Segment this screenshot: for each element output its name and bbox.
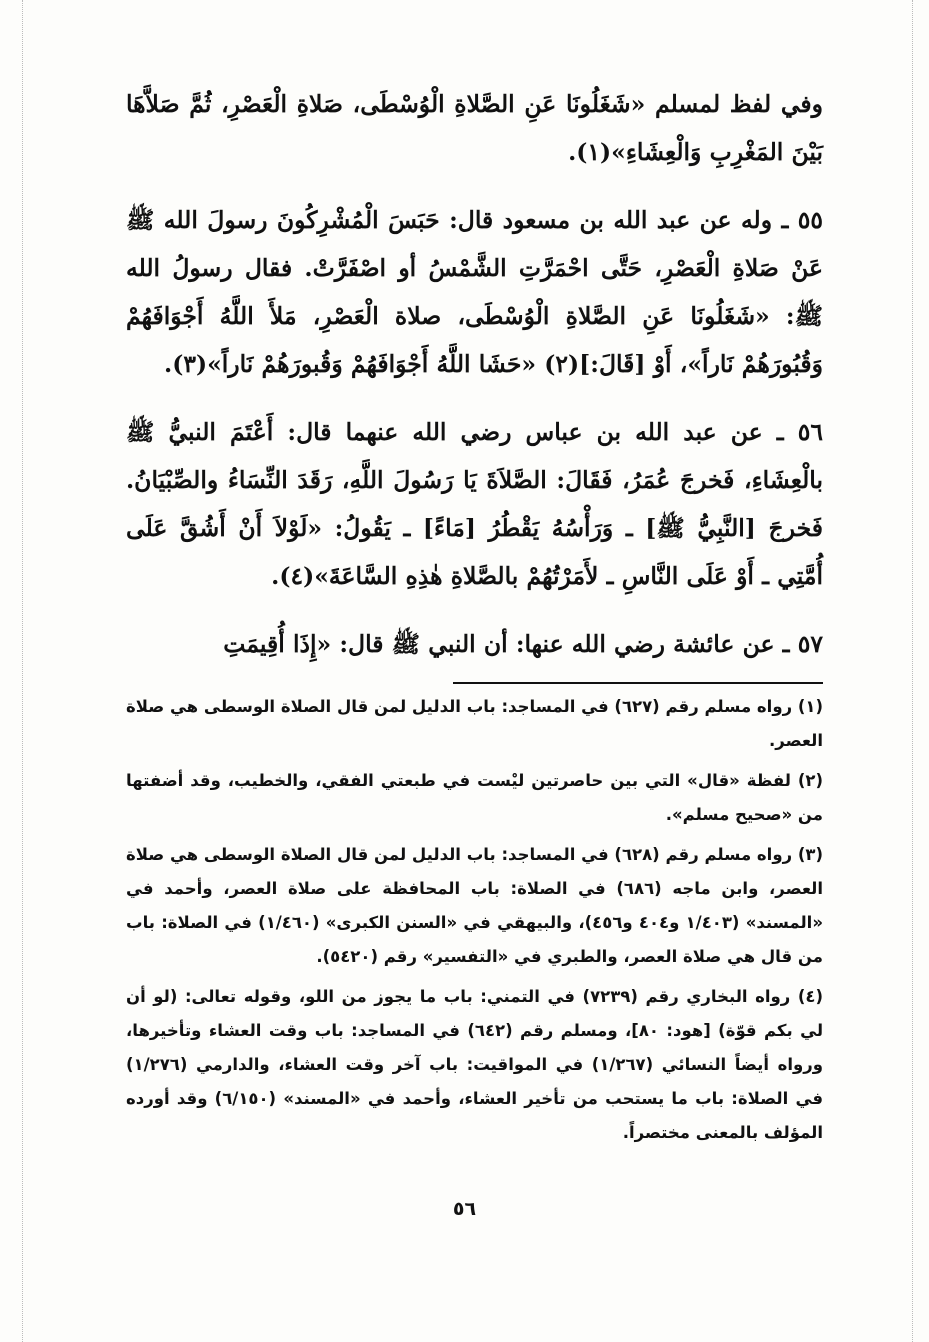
page-content	[126, 80, 824, 1142]
footnote-4: (٤) رواه البخاري رقم (٧٢٣٩) في التمني: باب ما يجوز من اللو، وقوله تعالى: (لو أن لي بكم قوّة) [هود: ٨٠]، ومسلم رقم (٦٤٢) في المساجد: باب وقت العشاء وتأخيرها، ورواه أيضاً النسائي (١/٢٦٧) في المواقيت: باب آخر وقت العشاء، والدارمي (١/٢٧٦) في الصلاة: باب ما يستحب من تأخير العشاء، وأحمد في «المسند» (٦/١٥٠) وقد أورده المؤلف بالمعنى مختصراً.	[126, 987, 824, 1142]
footnote-separator	[453, 682, 823, 684]
hadith-57: ٥٧ ـ عن عائشة رضي الله عنها: أن النبي ﷺ قال: «إِذَا أُقِيمَتِ	[223, 630, 823, 658]
page-edge-left	[22, 0, 23, 1342]
footnotes	[126, 690, 823, 1150]
page-number: ٥٦	[452, 1198, 477, 1220]
hadith-55: ٥٥ ـ وله عن عبد الله بن مسعود قال: حَبَسَ الْمُشْرِكُونَ رسولَ الله ﷺ عَنْ صَلاةِ الْعَصْرِ، حَتَّى احْمَرَّتِ الشَّمْسُ أو اصْفَرَّتْ. فقال رسولُ الله ﷺ: «شَغَلُونَا عَنِ الصَّلاةِ الْوُسْطَى، صلاة الْعَصْرِ، مَلأَ اللَّهُ أَجْوَافَهُمْ وَقُبُورَهُمْ نَاراً»، أَوْ [قَالَ:](٢) «حَشَا اللَّهُ أَجْوَافَهُمْ وَقُبورَهُمْ نَاراً»(٣).	[126, 206, 823, 378]
paragraph-continuation: وفي لفظ لمسلم «شَغَلُونَا عَنِ الصَّلاةِ الْوُسْطَى، صَلاةِ الْعَصْرِ، ثُمَّ صَلاَّهَا بَيْنَ المَغْرِبِ وَالْعِشَاءِ»(١).	[126, 90, 823, 166]
footnote-3: (٣) رواه مسلم رقم (٦٢٨) في المساجد: باب الدليل لمن قال الصلاة الوسطى هي صلاة العصر، وابن ماجه (٦٨٦) في الصلاة: باب المحافظة على صلاة العصر، وأحمد في «المسند» (١/٤٠٣ و٤٠٤ و٤٥٦)، والبيهقي في «السنن الكبرى» (١/٤٦٠) في الصلاة: باب من قال هي صلاة العصر، والطبري في «التفسير» رقم (٥٤٢٠).	[126, 845, 824, 966]
main-text	[126, 80, 823, 668]
hadith-56: ٥٦ ـ عن عبد الله بن عباس رضي الله عنهما قال: أَعْتَمَ النبيُّ ﷺ بالْعِشَاءِ، فَخرجَ عُمَرُ، فَقَالَ: الصَّلاَةَ يَا رَسُولَ اللَّهِ، رَقَدَ النِّسَاءُ والصِّبْيَانُ. فَخرجَ [النَّبِيُّ ﷺ] ـ وَرَأْسُهُ يَقْطُرُ [مَاءً] ـ يَقُولُ: «لَوْلاَ أَنْ أَشُقَّ عَلَى أُمَّتِي ـ أَوْ عَلَى النَّاسِ ـ لأَمَرْتُهُمْ بالصَّلاةِ هٰذِهِ السَّاعَةَ»(٤).	[126, 418, 823, 590]
page-edge-right	[912, 0, 913, 1342]
footnote-1: (١) رواه مسلم رقم (٦٢٧) في المساجد: باب الدليل لمن قال الصلاة الوسطى هي صلاة العصر.	[126, 697, 824, 750]
footnote-2: (٢) لفظة «قال» التي بين حاصرتين ليْست في طبعتي الفقي، والخطيب، وقد أضفتها من «صحيح مسلم».	[126, 771, 823, 824]
